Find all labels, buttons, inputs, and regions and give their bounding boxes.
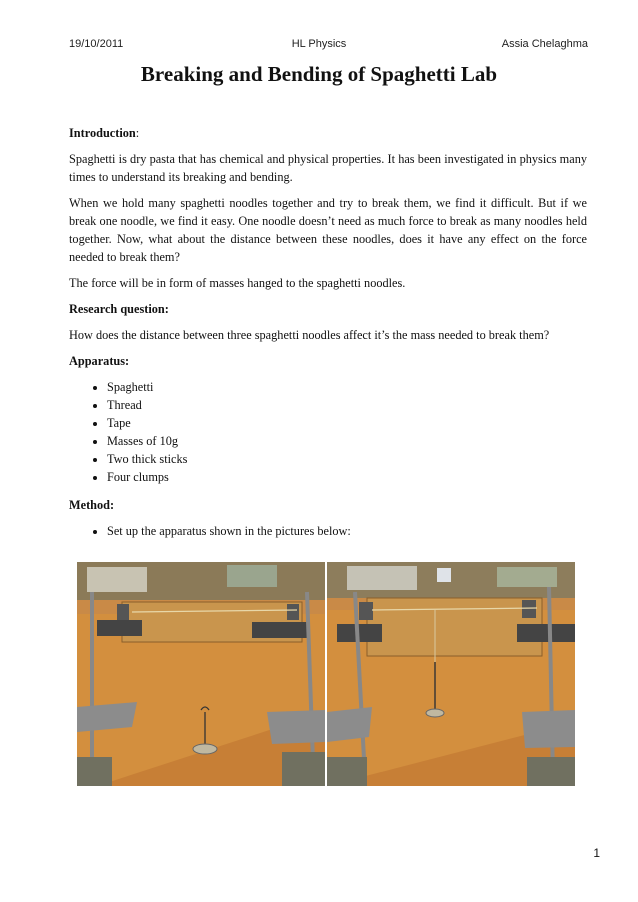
method-heading: Method: — [69, 498, 115, 512]
header-subject: HL Physics — [291, 38, 347, 50]
header-author: Assia Chelaghma — [501, 38, 588, 50]
document-body — [69, 124, 587, 550]
list-item: • Spaghetti — [107, 378, 587, 396]
research-question-text: How does the distance between three spaghetti noodles affect it’s the mass needed to break them? — [69, 328, 550, 342]
list-item: • Four clumps — [107, 468, 587, 486]
intro-paragraph-3: The force will be in form of masses hanged to the spaghetti noodles. — [69, 276, 406, 290]
intro-paragraph-1: Spaghetti is dry pasta that has chemical and physical properties. It has been investigated in physics many times to understand its breaking and bending. — [69, 152, 587, 184]
apparatus-list — [69, 378, 587, 486]
list-item: • Tape — [107, 414, 587, 432]
apparatus-photo-left — [77, 562, 325, 786]
method-list — [69, 522, 587, 540]
introduction-heading: Introduction: — [69, 126, 140, 140]
apparatus-photo-right — [327, 562, 575, 786]
list-item: • Set up the apparatus shown in the pictures below: — [107, 522, 587, 540]
header-date: 19/10/2011 — [69, 38, 124, 50]
intro-paragraph-2: When we hold many spaghetti noodles together and try to break them, we find it difficult. But if we break one noodle, we find it easy. One noodle doesn’t need as much force to break as many noodles held together. Now, what about the distance between these noodles, does it have any effect on the force needed to break them? — [69, 196, 587, 264]
page-title: Breaking and Bending of Spaghetti Lab — [140, 62, 498, 86]
apparatus-heading: Apparatus: — [69, 354, 130, 368]
list-item: • Thread — [107, 396, 587, 414]
research-question-heading: Research question: — [69, 302, 169, 316]
list-item: • Masses of 10g — [107, 432, 587, 450]
apparatus-photos — [77, 562, 575, 786]
list-item: • Two thick sticks — [107, 450, 587, 468]
page-number: 1 — [593, 846, 600, 860]
